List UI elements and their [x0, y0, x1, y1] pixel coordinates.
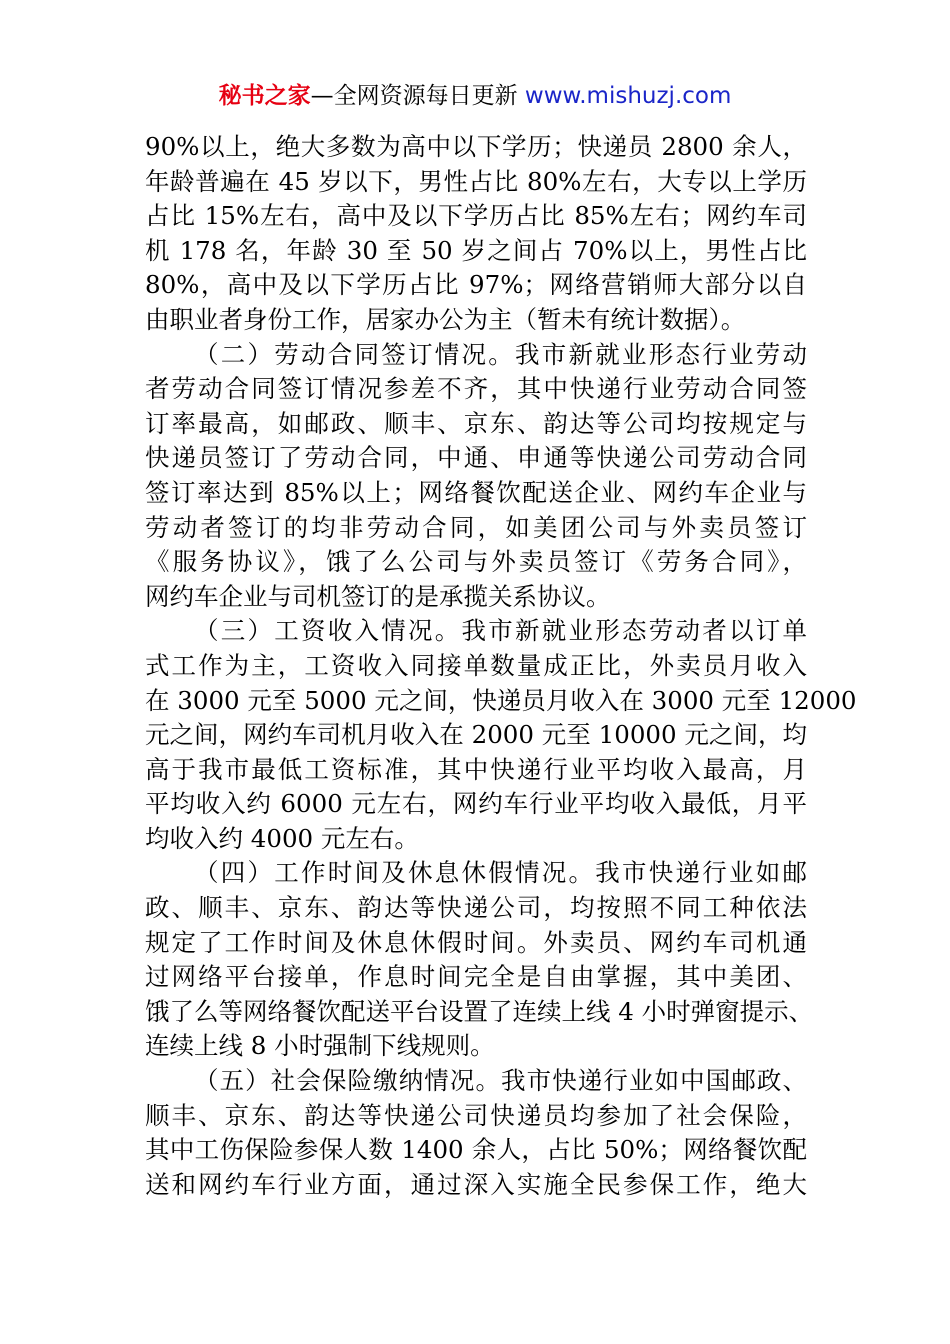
text-line: 连续上线 8 小时强制下线规则。	[145, 1031, 495, 1061]
text-line: 顺丰、京东、韵达等快递公司快递员均参加了社会保险，	[145, 1100, 807, 1130]
text-line: 占比 15%左右，高中及以下学历占比 85%左右；网约车司	[145, 201, 807, 231]
text-line: 订率最高，如邮政、顺丰、京东、韵达等公司均按规定与	[145, 408, 807, 438]
text-line: 均收入约 4000 元左右。	[145, 823, 419, 853]
text-line: 其中工伤保险参保人数 1400 余人，占比 50%；网络餐饮配	[145, 1135, 807, 1165]
text-line: 签订率达到 85%以上；网络餐饮配送企业、网约车企业与	[145, 477, 807, 507]
text-line: 80%，高中及以下学历占比 97%；网络营销师大部分以自	[145, 270, 807, 300]
text-line: 送和网约车行业方面，通过深入实施全民参保工作，绝大	[145, 1169, 807, 1199]
site-header	[0, 80, 950, 112]
text-line: 机 178 名，年龄 30 至 50 岁之间占 70%以上，男性占比	[145, 235, 807, 265]
site-url-link[interactable]: www.mishuzj.com	[524, 83, 732, 109]
text-line: 由职业者身份工作，居家办公为主（暂未有统计数据）。	[145, 304, 746, 334]
header-tagline: —全网资源每日更新	[310, 83, 518, 109]
text-line: 平均收入约 6000 元左右，网约车行业平均收入最低，月平	[145, 789, 807, 819]
text-line: 快递员签订了劳动合同，中通、申通等快递公司劳动合同	[145, 443, 807, 473]
text-line: 元之间，网约车司机月收入在 2000 元至 10000 元之间，均	[145, 720, 807, 750]
document-body	[145, 130, 857, 1202]
text-line: 式工作为主，工资收入同接单数量成正比，外卖员月收入	[145, 650, 807, 680]
text-line: 网约车企业与司机签订的是承揽关系协议。	[145, 581, 611, 611]
text-line: 《服务协议》，饿了么公司与外卖员签订《劳务合同》，	[145, 547, 807, 577]
section-heading-line: （二）劳动合同签订情况。我市新就业形态行业劳动	[194, 339, 807, 369]
section-heading-line: （五）社会保险缴纳情况。我市快递行业如中国邮政、	[194, 1066, 807, 1096]
text-line: 高于我市最低工资标准，其中快递行业平均收入最高，月	[145, 754, 807, 784]
text-line: 劳动者签订的均非劳动合同，如美团公司与外卖员签订	[145, 512, 807, 542]
text-line: 规定了工作时间及休息休假时间。外卖员、网约车司机通	[145, 927, 807, 957]
brand-name: 秘书之家	[218, 83, 311, 109]
text-line: 过网络平台接单，作息时间完全是自由掌握，其中美团、	[145, 962, 807, 992]
text-line: 饿了么等网络餐饮配送平台设置了连续上线 4 小时弹窗提示、	[145, 996, 814, 1026]
text-line: 90%以上，绝大多数为高中以下学历；快递员 2800 余人，	[145, 132, 807, 161]
text-line: 年龄普遍在 45 岁以下，男性占比 80%左右，大专以上学历	[145, 166, 807, 196]
section-heading-line: （三）工资收入情况。我市新就业形态劳动者以订单	[194, 616, 807, 646]
text-line: 政、顺丰、京东、韵达等快递公司，均按照不同工种依法	[145, 893, 807, 923]
section-heading-line: （四）工作时间及休息休假情况。我市快递行业如邮	[194, 858, 807, 888]
text-line: 者劳动合同签订情况参差不齐，其中快递行业劳动合同签	[145, 374, 807, 404]
text-line: 在 3000 元至 5000 元之间，快递员月收入在 3000 元至 12000	[145, 685, 857, 715]
